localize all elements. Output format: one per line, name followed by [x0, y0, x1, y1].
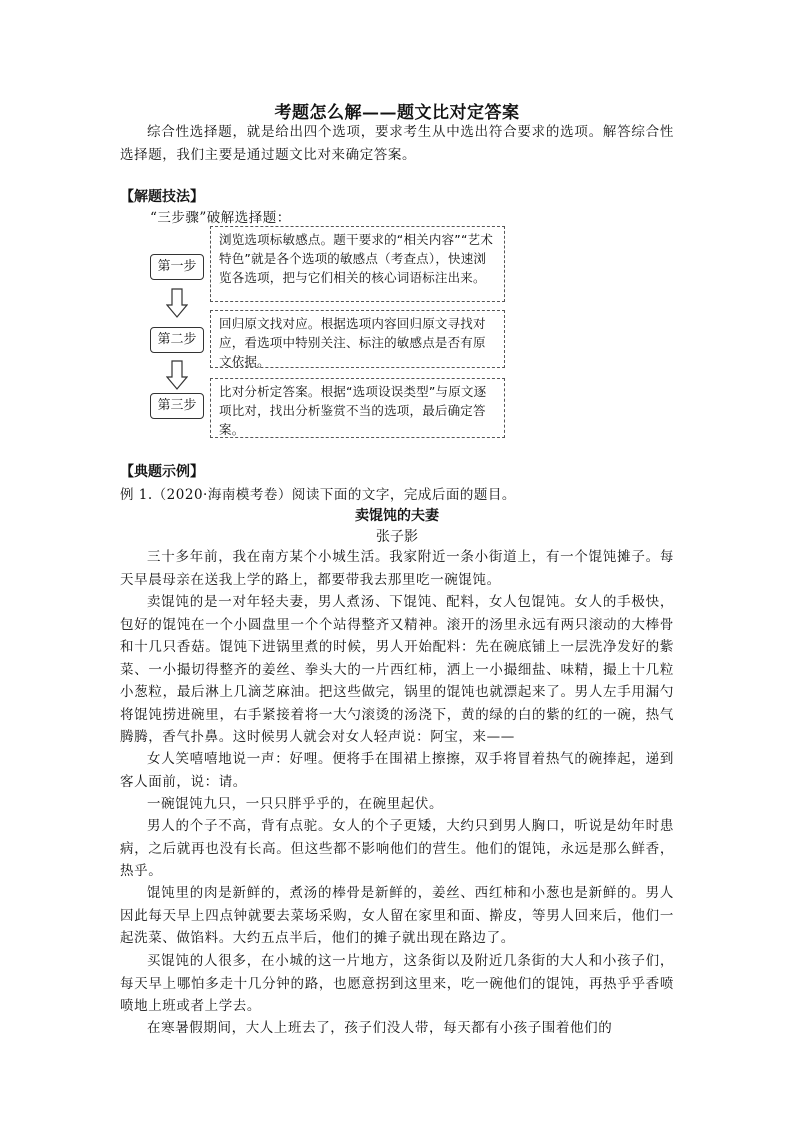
- intro-paragraph: 综合性选择题，就是给出四个选项，要求考生从中选出符合要求的选项。解答综合性选择题，我们主要是通过题文比对来确定答案。: [120, 124, 674, 163]
- story-title: 卖馄饨的夫妻: [355, 508, 439, 524]
- step-2-label: 第二步: [150, 327, 204, 353]
- page-title: 考题怎么解——题文比对定答案: [274, 103, 520, 123]
- step-1-box: [210, 226, 505, 302]
- step-1-label: 第一步: [150, 254, 204, 280]
- step-1-text: 浏览选项标敏感点。题干要求的“相关内容”“艺术特色”就是各个选项的敏感点（考查点），快速浏览各选项，把与它们相关的核心词语标注出来。: [219, 232, 494, 285]
- method-heading: 【解题技法】: [120, 189, 204, 205]
- story-paragraph: 买馄饨的人很多，在小城的这一片地方，这条街以及附近几条街的大人和小孩子们，每天早上哪怕多走十几分钟的路，也愿意拐到这里来，吃一碗他们的馄饨，再热乎乎香喷喷地上班或者上学去。: [120, 953, 674, 1014]
- story-paragraph: 女人笑嘻嘻地说一声：好哩。便将手在围裙上擦擦，双手将冒着热气的碗捧起，递到客人面前，说：请。: [120, 751, 674, 790]
- story-paragraph: 卖馄饨的是一对年轻夫妻，男人煮汤、下馄饨、配料，女人包馄饨。女人的手极快，包好的馄饨在一个小圆盘里一个个站得整齐又精神。滚开的汤里永远有两只滚动的大棒骨和十几只香菇。馄饨下进锅里煮的时候，男人开始配料：先在碗底铺上一层洗净发好的紫菜、一小撮切得整齐的姜丝、拳头大的一片西红柿，洒上一小撮细盐、味精，撮上十几粒小葱粒，最后淋上几滴芝麻油。把这些做完，锅里的馄饨也就漂起来了。男人左手用漏勺将馄饨捞进碗里，右手紧接着将一大勺滚烫的汤浇下，黄的绿的白的紫的红的一碗，热气腾腾，香气扑鼻。这时候男人就会对女人轻声说：阿宝，来——: [120, 594, 674, 745]
- example-prompt: 例 1.（2020·海南模考卷）阅读下面的文字，完成后面的题目。: [120, 487, 516, 503]
- step-2-box: [210, 310, 505, 368]
- method-subtitle: “三步骤”破解选择题：: [150, 210, 291, 226]
- story-paragraph: 一碗馄饨九只，一只只胖乎乎的，在碗里起伏。: [147, 796, 444, 812]
- down-arrow-icon: [166, 360, 188, 390]
- step-3-text: 比对分析定答案。根据“选项设误类型”与原文逐项比对，找出分析鉴赏不当的选项，最后确定答案。: [219, 384, 487, 437]
- step-2-text: 回归原文找对应。根据选项内容回归原文寻找对应，看选项中特别关注、标注的敏感点是否有原文依据。: [219, 316, 486, 369]
- down-arrow-icon: [166, 288, 188, 318]
- story-author: 张子影: [376, 529, 418, 545]
- story-paragraph: 馄饨里的肉是新鲜的，煮汤的棒骨是新鲜的，姜丝、西红柿和小葱也是新鲜的。男人因此每天早上四点钟就要去菜场采购，女人留在家里和面、擀皮，等男人回来后，他们一起洗菜、做馅料。大约五点半后，他们的摊子就出现在路边了。: [120, 885, 674, 946]
- story-paragraph: 在寒暑假期间，大人上班去了，孩子们没人带，每天都有小孩子围着他们的: [147, 1020, 613, 1036]
- story-paragraph: 三十多年前，我在南方某个小城生活。我家附近一条小街道上，有一个馄饨摊子。每天早晨母亲在送我上学的路上，都要带我去那里吃一碗馄饨。: [120, 549, 674, 588]
- step-3-box: [210, 378, 505, 438]
- example-heading: 【典题示例】: [120, 464, 204, 480]
- story-paragraph: 男人的个子不高，背有点驼。女人的个子更矮，大约只到男人胸口，听说是幼年时患病，之后就再也没有长高。但这些都不影响他们的营生。他们的馄饨，永远是那么鲜香，热乎。: [120, 818, 674, 879]
- step-3-label: 第三步: [150, 393, 204, 419]
